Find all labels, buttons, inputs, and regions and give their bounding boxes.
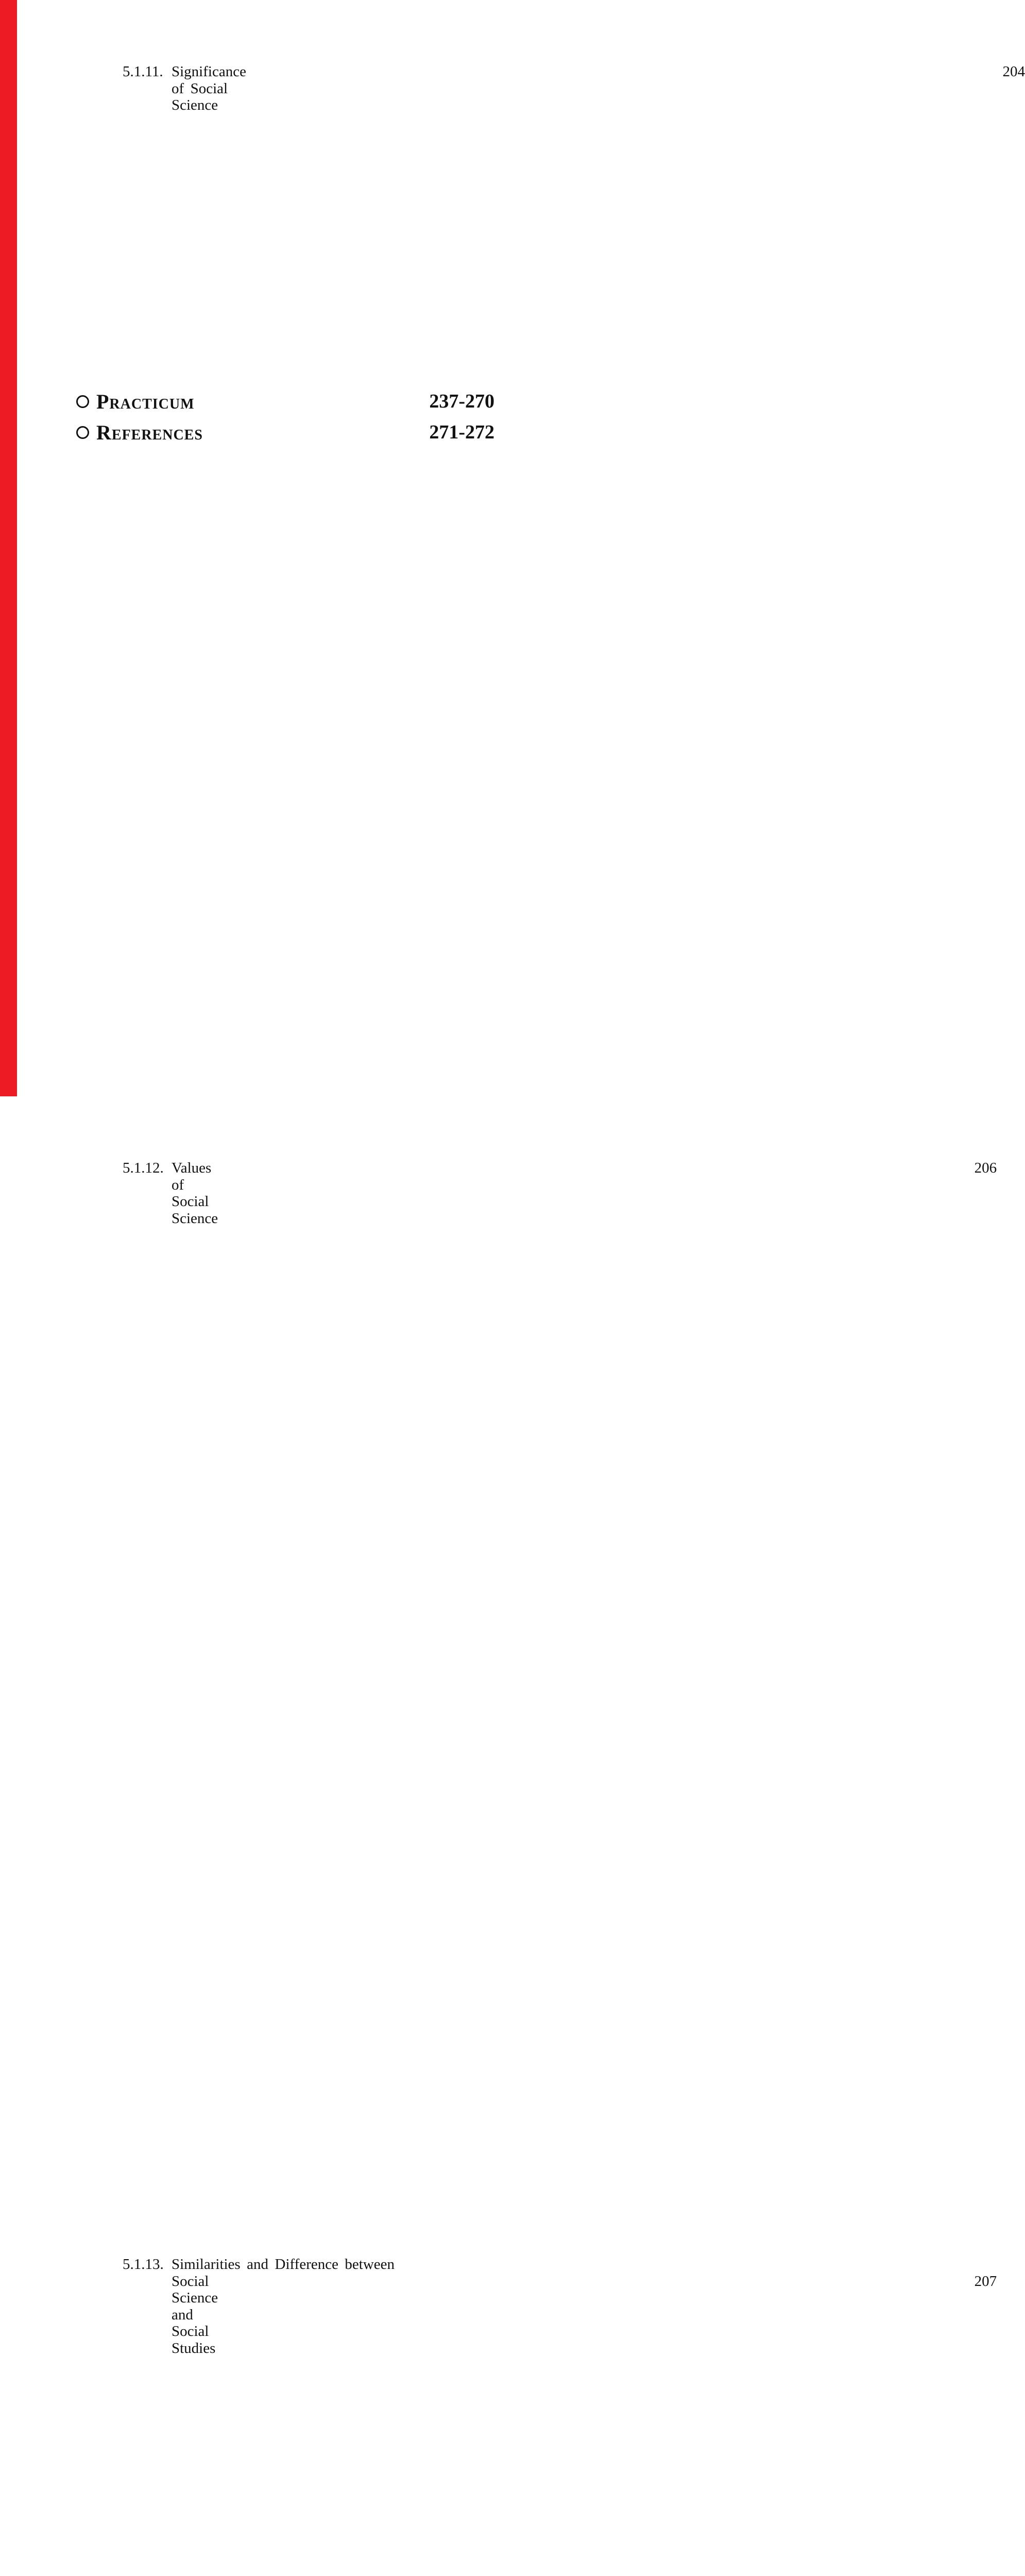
- toc-entry-title: Social Science and Social Studies: [172, 2273, 218, 2357]
- section-label: References: [96, 420, 203, 444]
- references-row: [76, 420, 494, 444]
- toc-entry-number: 5.1.12.: [123, 1160, 164, 1176]
- toc-entry-title: Values of Social Science: [172, 1160, 218, 1227]
- toc-entry-line: [123, 1160, 997, 2256]
- toc-entry-line: [123, 2273, 997, 2576]
- toc-entry-page: 206: [224, 1160, 997, 2256]
- toc-entry-number: 5.1.11.: [123, 63, 163, 80]
- sections-list: [76, 389, 494, 451]
- section-pages: 237-270: [429, 391, 494, 412]
- toc-entry-title: Significance of Social Science: [172, 63, 246, 114]
- toc-entry: [123, 63, 1025, 1160]
- toc-entry: [123, 1160, 997, 2256]
- circle-bullet-icon: [76, 426, 89, 439]
- toc-entry: [123, 2256, 997, 2576]
- section-label: Practicum: [96, 389, 195, 413]
- toc-entry-page: 207: [224, 2273, 997, 2576]
- practicum-row: [76, 389, 494, 413]
- left-margin-bar: [0, 0, 17, 1096]
- toc-entry-number: 5.1.13.: [123, 2256, 164, 2273]
- circle-bullet-icon: [76, 395, 89, 408]
- toc-entry-title: Similarities and Difference between: [172, 2256, 395, 2273]
- toc-entry-page: 204: [252, 63, 1025, 1160]
- toc-entry-line: [123, 63, 1025, 1160]
- toc-entry-line: [123, 2256, 476, 2273]
- section-pages: 271-272: [429, 421, 494, 443]
